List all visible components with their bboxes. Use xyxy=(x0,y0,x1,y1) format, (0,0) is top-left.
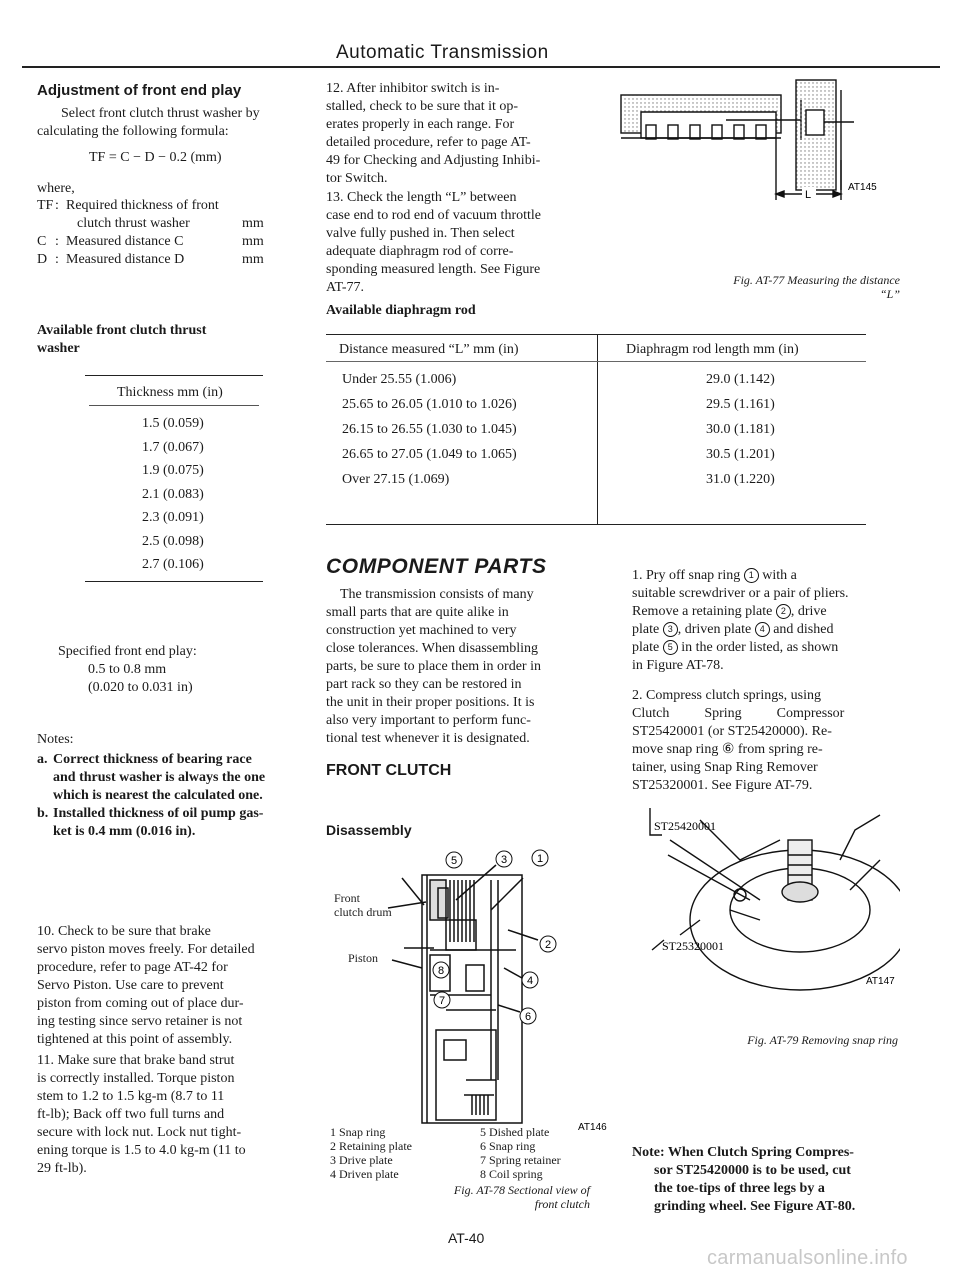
section-title-front-end-play: Adjustment of front end play xyxy=(37,82,242,99)
thickness-list: 1.5 (0.059) 1.7 (0.067) 1.9 (0.075) 2.1 (0.083) 2.3 (0.091) 2.5 (0.098) 2.7 (0.106) xyxy=(142,416,204,572)
step-2-text: 2. Compress clutch springs, using Clutch Spring Compressor ST25420001 (or ST25420000). Re- move snap ring ⑥ from spring re- tainer, using Snap Ring Remover ST25320001. See Figure AT-79. xyxy=(632,688,845,793)
table-row: Over 27.15 (1.069) xyxy=(342,472,450,487)
table-row: 26.15 to 26.55 (1.030 to 1.045) xyxy=(342,422,517,437)
callout-4 xyxy=(522,972,538,988)
page-header-title: Automatic Transmission xyxy=(336,42,549,63)
rod-table-top-rule xyxy=(326,334,866,335)
svg-text:6: 6 xyxy=(524,1011,532,1023)
callout-5 xyxy=(446,852,462,868)
rod-table-col2-header: Diaphragm rod length mm (in) xyxy=(626,342,799,357)
table-row: 29.5 (1.161) xyxy=(706,397,775,412)
svg-text:8: 8 xyxy=(437,965,445,977)
circled-4-icon: 4 xyxy=(755,622,770,637)
svg-text:5: 5 xyxy=(450,855,458,867)
front-clutch-title: FRONT CLUTCH xyxy=(326,762,452,779)
rod-table-bottom-rule xyxy=(326,524,866,525)
callout-8 xyxy=(433,962,449,978)
formula: TF = C − D − 0.2 (mm) xyxy=(89,150,222,165)
table-row: 26.65 to 27.05 (1.049 to 1.065) xyxy=(342,447,517,462)
header-rule xyxy=(22,66,940,68)
svg-text:1: 1 xyxy=(536,853,544,865)
step-10-text: 10. Check to be sure that brake servo piston moves freely. For detailed procedure, refer to page AT-42 for Servo Piston. Use care to prevent piston from coming out of place dur- ing testing since servo retainer is not tightened at this point of assembly. xyxy=(37,924,255,1047)
thickness-header: Thickness mm (in) xyxy=(117,385,223,400)
thickness-table-top-rule xyxy=(85,375,263,376)
table-row: Under 25.55 (1.006) xyxy=(342,372,457,387)
where-label: where, xyxy=(37,181,75,196)
svg-text:7: 7 xyxy=(438,995,446,1007)
removing-snap-ring-drawing xyxy=(640,800,900,1000)
washer-table-title: Available front clutch thrust washer xyxy=(37,323,207,356)
svg-text:2: 2 xyxy=(544,939,552,951)
svg-text:4: 4 xyxy=(526,975,534,987)
thickness-table-bottom-rule xyxy=(85,581,263,582)
watermark: carmanualsonline.info xyxy=(707,1247,908,1269)
specified-end-play: Specified front end play: 0.5 to 0.8 mm (0.020 to 0.031 in) xyxy=(58,644,197,695)
definitions-list: TF : Required thickness of front clutch thrust washer mm C : Measured distance C mm D : Measured distance D mm xyxy=(37,198,264,267)
callout-3 xyxy=(496,851,512,867)
label-tool-st25420001: ST25420001 xyxy=(654,819,717,833)
circled-2-icon: 2 xyxy=(776,604,791,619)
circled-5-icon: 5 xyxy=(663,640,678,655)
rod-table-col2 xyxy=(706,367,775,492)
figure-at78-front-clutch-section xyxy=(326,840,616,1130)
note-text: Note: When Clutch Spring Compres- sor ST25420000 is to be used, cut the toe-tips of three legs by a grinding wheel. See Figure AT-80. xyxy=(632,1145,856,1214)
figure-at77-measuring-distance xyxy=(616,70,896,250)
rod-table-divider xyxy=(597,334,598,524)
component-parts-title: COMPONENT PARTS xyxy=(326,555,547,578)
label-tool-st25320001: ST25320001 xyxy=(662,939,725,953)
table-row: 30.0 (1.181) xyxy=(706,422,775,437)
notes-list: a. Correct thickness of bearing race and thrust washer is always the one which is nearest the calculated one. b. Installed thickness of oil pump gas- ket is 0.4 mm (0.016 in). xyxy=(37,752,266,839)
rod-table-header-rule xyxy=(326,361,866,362)
fig79-caption: Fig. AT-79 Removing snap ring xyxy=(747,1033,898,1047)
figure-code-at145: AT145 xyxy=(848,182,877,193)
fig78-legend-left: 1 Snap ring 2 Retaining plate 3 Drive plate 4 Driven plate xyxy=(330,1125,412,1181)
label-piston: Piston xyxy=(348,951,379,965)
circled-3-icon: 3 xyxy=(663,622,678,637)
disassembly-title: Disassembly xyxy=(326,822,412,838)
label-L: L xyxy=(805,189,812,201)
rod-table-col1 xyxy=(342,367,517,492)
svg-text:3: 3 xyxy=(500,854,508,866)
step-11-text: 11. Make sure that brake band strut is correctly installed. Torque piston stem to 1.2 to 1.5 kg-m (8.7 to 11 ft-lb); Back off two full turns and secure with lock nut. Lock nut tight- ening torque is 1.5 to 4.0 kg-m (11 to 29 ft-lb). xyxy=(37,1053,246,1176)
measuring-distance-drawing xyxy=(616,70,896,250)
page-number: AT-40 xyxy=(448,1230,485,1246)
thickness-header-rule xyxy=(89,405,259,406)
fig78-legend-right: 5 Dished plate 6 Snap ring 7 Spring retainer 8 Coil spring xyxy=(480,1125,561,1181)
figure-code-at147: AT147 xyxy=(866,976,895,987)
label-front: Front xyxy=(334,891,361,905)
table-row: 31.0 (1.220) xyxy=(706,472,775,487)
notes-title: Notes: xyxy=(37,732,74,747)
rod-table-title: Available diaphragm rod xyxy=(326,303,476,318)
table-row: 30.5 (1.201) xyxy=(706,447,775,462)
table-row: 29.0 (1.142) xyxy=(706,372,775,387)
rod-table-col1-header: Distance measured “L” mm (in) xyxy=(339,342,519,357)
label-clutch-drum: clutch drum xyxy=(334,905,392,919)
component-parts-text: The transmission consists of many small parts that are quite alike in construction yet machined to very close tolerances. When disassembling parts, be sure to place them in order in part rack so they can be restored in the unit in their proper positions. It is also very important to perform func- tional test whenever it is designated. xyxy=(326,587,541,746)
fig77-caption: Fig. AT-77 Measuring the distance “L” xyxy=(733,273,900,301)
circled-1-icon: 1 xyxy=(744,568,759,583)
fig78-caption: Fig. AT-78 Sectional view of front clutch xyxy=(453,1183,590,1211)
step-13-text: 13. Check the length “L” between case end to rod end of vacuum throttle valve fully pushed in. Then select adequate diaphragm rod of corre- sponding measured length. See Figure AT-77. xyxy=(326,190,541,295)
figure-code-at146: AT146 xyxy=(578,1122,607,1130)
callout-2 xyxy=(540,936,556,952)
front-clutch-section-drawing xyxy=(326,840,616,1130)
step-1-text: 1. Pry off snap ring 1 with a suitable screwdriver or a pair of pliers. Remove a retaining plate 2 , drive plate 3 , driven plate 4 and dished plate 5 in the order listed, as shown in Figure AT-78. xyxy=(632,568,849,673)
table-row: 25.65 to 26.05 (1.010 to 1.026) xyxy=(342,397,517,412)
callout-6 xyxy=(520,1008,536,1024)
callout-7 xyxy=(434,992,450,1008)
figure-at79-removing-snap-ring xyxy=(640,800,900,1000)
intro-text: Select front clutch thrust washer by calculating the following formula: xyxy=(37,106,260,139)
step-12-text: 12. After inhibitor switch is in- stalled, check to be sure that it op- erates properly in each range. For detailed procedure, refer to page AT- 49 for Checking and Adjusting Inhibi- tor Switch. xyxy=(326,81,541,186)
callout-1 xyxy=(532,850,548,866)
